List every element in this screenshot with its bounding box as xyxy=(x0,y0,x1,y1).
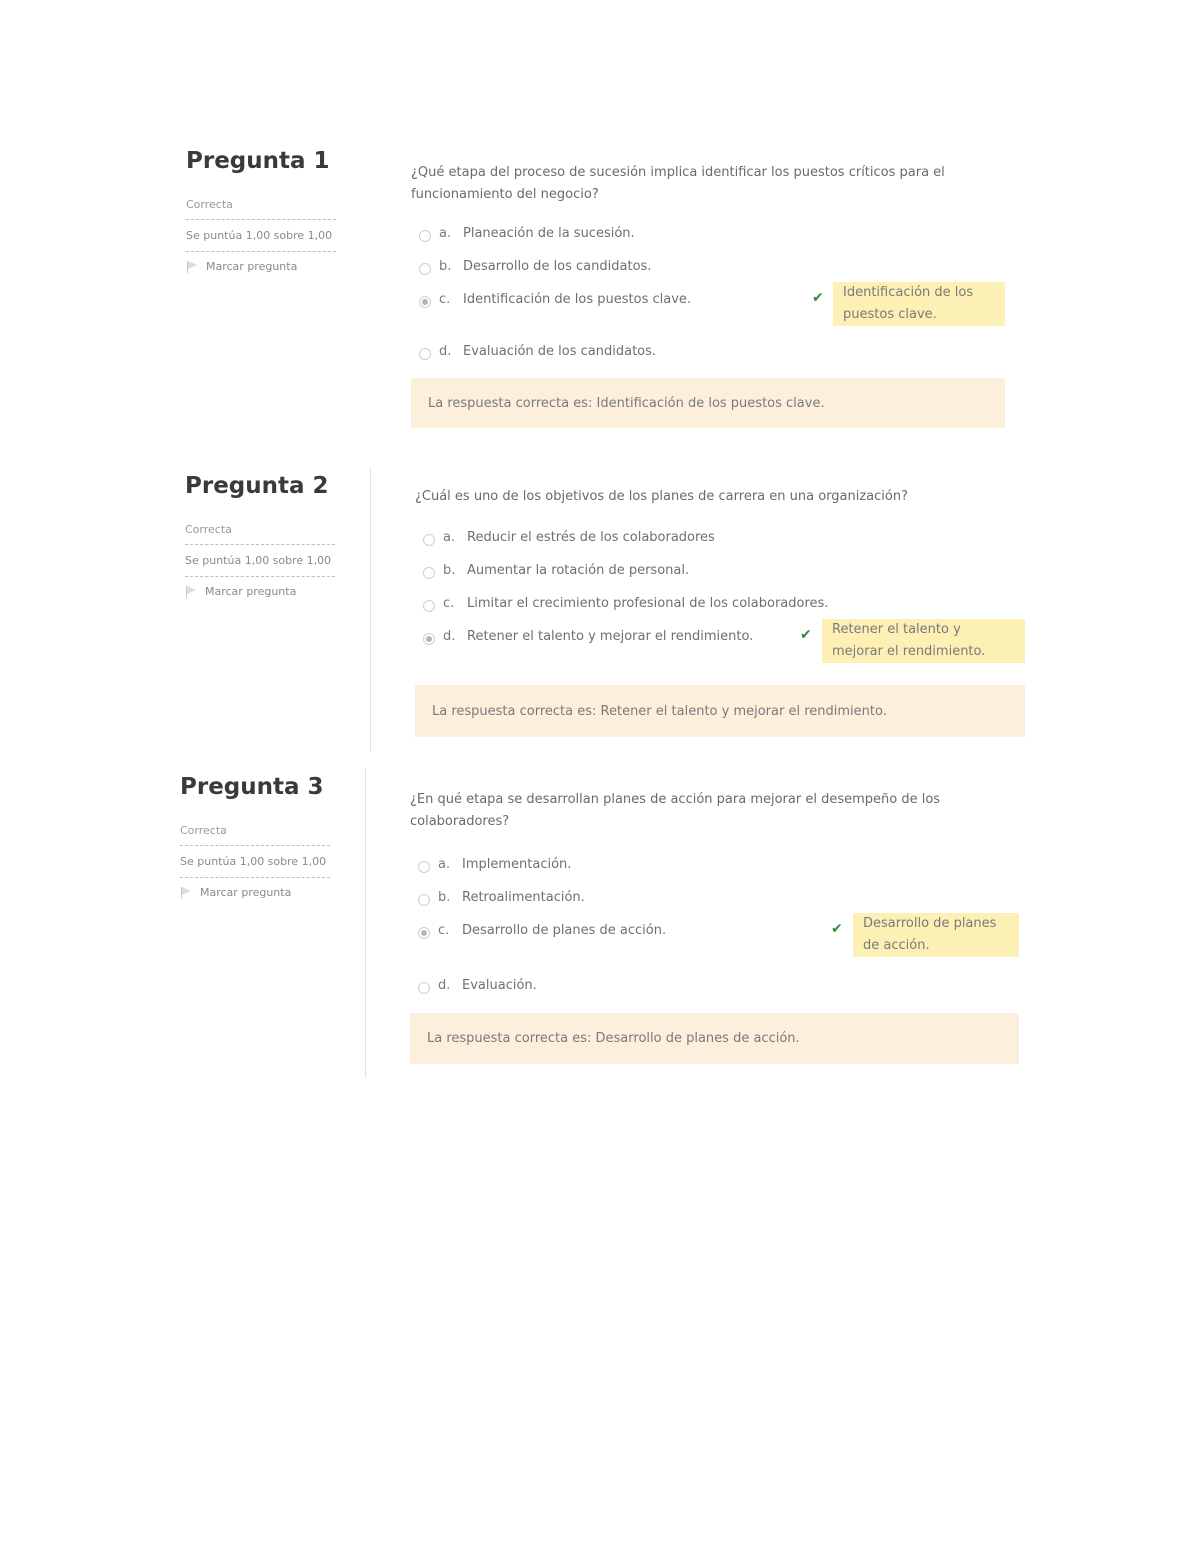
answer-letter: d. xyxy=(438,978,451,993)
answer-letter: c. xyxy=(438,923,450,938)
question-text: ¿En qué etapa se desarrollan planes de acción para mejorar el desempeño de los colaboradores? xyxy=(410,792,941,829)
answer-letter: a. xyxy=(443,530,456,545)
answer-letter: b. xyxy=(443,563,456,578)
answer-label: Reducir el estrés de los colaboradores xyxy=(467,530,715,545)
answer-letter: b. xyxy=(439,259,452,274)
radio-button[interactable] xyxy=(418,894,430,906)
radio-button[interactable] xyxy=(419,348,431,360)
radio-button[interactable] xyxy=(423,534,435,546)
heading-number: 2 xyxy=(312,473,329,499)
question-info xyxy=(186,146,336,273)
answer-label: Planeación de la sucesión. xyxy=(463,226,635,241)
question-grade: Se puntúa 1,00 sobre 1,00 xyxy=(186,220,336,252)
right-answer-box: La respuesta correcta es: Desarrollo de planes de acción. xyxy=(410,1013,1019,1064)
question-content xyxy=(410,789,1019,1064)
answer-letter: d. xyxy=(439,344,452,359)
radio-button[interactable] xyxy=(423,600,435,612)
answer-option[interactable] xyxy=(410,978,1019,1013)
column-divider xyxy=(365,768,366,1078)
flag-question-button[interactable] xyxy=(180,878,330,899)
radio-button[interactable] xyxy=(419,296,431,308)
answer-feedback: Desarrollo de planes de acción. xyxy=(853,913,1019,957)
question-content xyxy=(411,162,1005,428)
answer-label: Evaluación. xyxy=(462,978,537,993)
answer-label: Evaluación de los candidatos. xyxy=(463,344,657,359)
flag-icon xyxy=(186,261,200,273)
check-icon: ✔ xyxy=(800,627,812,643)
answer-label: Desarrollo de planes de acción. xyxy=(462,923,667,938)
answer-letter: d. xyxy=(443,629,456,644)
flag-label: Marcar pregunta xyxy=(205,585,297,598)
flag-label: Marcar pregunta xyxy=(206,260,298,273)
radio-button[interactable] xyxy=(419,230,431,242)
answer-list xyxy=(415,530,1025,685)
answer-option[interactable] xyxy=(415,530,1025,563)
question-state: Correcta xyxy=(185,523,335,545)
answer-label: Implementación. xyxy=(462,857,572,872)
answer-list xyxy=(410,857,1019,1013)
heading-word: Pregunta xyxy=(185,473,305,499)
radio-button[interactable] xyxy=(423,633,435,645)
column-divider xyxy=(370,468,371,752)
heading-word: Pregunta xyxy=(186,148,306,174)
heading-number: 1 xyxy=(313,148,330,174)
radio-button[interactable] xyxy=(418,927,430,939)
question-heading xyxy=(186,146,336,176)
check-icon: ✔ xyxy=(831,921,843,937)
answer-letter: a. xyxy=(438,857,451,872)
question-state: Correcta xyxy=(180,824,330,846)
right-answer-box: La respuesta correcta es: Identificación de los puestos clave. xyxy=(411,378,1005,428)
check-icon: ✔ xyxy=(812,290,824,306)
answer-option[interactable] xyxy=(415,622,1025,685)
question-info xyxy=(185,471,335,598)
answer-option[interactable] xyxy=(415,563,1025,596)
flag-question-button[interactable] xyxy=(186,252,336,273)
answer-letter: a. xyxy=(439,226,452,241)
answer-option[interactable] xyxy=(411,285,1005,344)
question-heading xyxy=(185,471,335,501)
question-heading xyxy=(180,772,330,802)
question-text: ¿Cuál es uno de los objetivos de los planes de carrera en una organización? xyxy=(415,489,908,504)
answer-list xyxy=(411,226,1005,378)
heading-word: Pregunta xyxy=(180,774,300,800)
answer-option[interactable] xyxy=(410,857,1019,890)
answer-feedback: Identificación de los puestos clave. xyxy=(833,282,1005,326)
radio-button[interactable] xyxy=(418,982,430,994)
answer-label: Desarrollo de los candidatos. xyxy=(463,259,652,274)
heading-number: 3 xyxy=(307,774,324,800)
question-info xyxy=(180,772,330,899)
flag-label: Marcar pregunta xyxy=(200,886,292,899)
answer-feedback: Retener el talento y mejorar el rendimiento. xyxy=(822,619,1025,663)
flag-question-button[interactable] xyxy=(185,577,335,598)
answer-option[interactable] xyxy=(411,344,1005,378)
radio-button[interactable] xyxy=(419,263,431,275)
answer-option[interactable] xyxy=(410,916,1019,978)
question-grade: Se puntúa 1,00 sobre 1,00 xyxy=(185,545,335,577)
question-text: ¿Qué etapa del proceso de sucesión implica identificar los puestos críticos para el funcionamiento del negocio? xyxy=(411,165,945,202)
answer-letter: b. xyxy=(438,890,451,905)
answer-letter: c. xyxy=(443,596,455,611)
right-answer-box: La respuesta correcta es: Retener el talento y mejorar el rendimiento. xyxy=(415,685,1025,737)
flag-icon xyxy=(180,887,194,899)
answer-label: Identificación de los puestos clave. xyxy=(463,292,692,307)
answer-label: Retroalimentación. xyxy=(462,890,585,905)
answer-label: Retener el talento y mejorar el rendimiento. xyxy=(467,629,754,644)
radio-button[interactable] xyxy=(418,861,430,873)
question-content xyxy=(415,486,1025,737)
answer-label: Limitar el crecimiento profesional de los colaboradores. xyxy=(467,596,829,611)
answer-label: Aumentar la rotación de personal. xyxy=(467,563,690,578)
flag-icon xyxy=(185,586,199,598)
question-state: Correcta xyxy=(186,198,336,220)
answer-option[interactable] xyxy=(411,226,1005,259)
question-grade: Se puntúa 1,00 sobre 1,00 xyxy=(180,846,330,878)
answer-letter: c. xyxy=(439,292,451,307)
radio-button[interactable] xyxy=(423,567,435,579)
